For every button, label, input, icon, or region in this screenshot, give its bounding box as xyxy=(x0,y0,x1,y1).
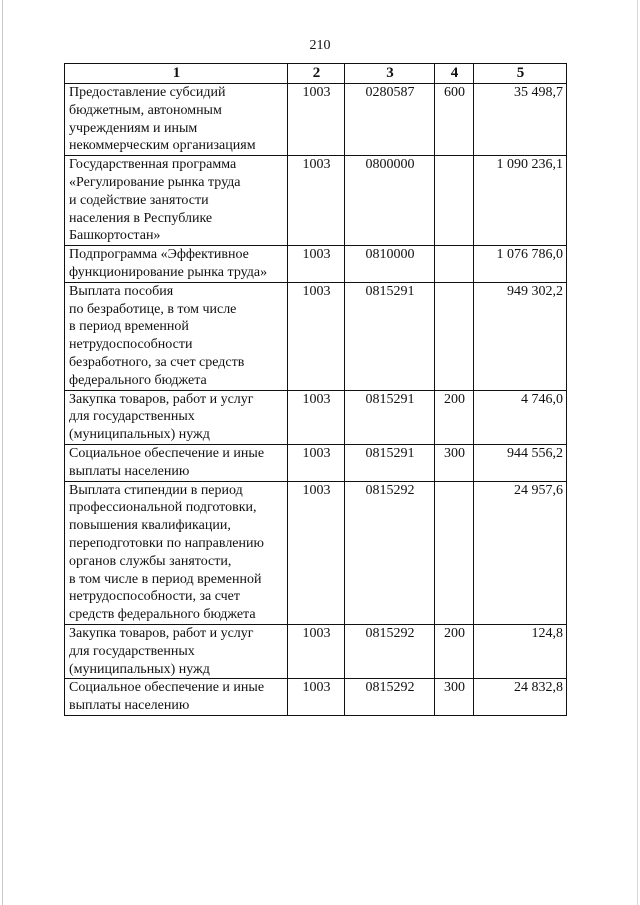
row-name: Подпрограмма «Эффективное функционирование рынка труда» xyxy=(65,246,288,283)
table-row xyxy=(65,679,567,716)
row-amount: 35 498,7 xyxy=(474,84,567,156)
table-row xyxy=(65,624,567,678)
row-type: 200 xyxy=(435,390,474,444)
row-type xyxy=(435,156,474,246)
row-section: 1003 xyxy=(288,282,345,390)
row-type: 300 xyxy=(435,444,474,481)
row-target: 0815292 xyxy=(345,679,435,716)
table-row xyxy=(65,481,567,624)
row-section: 1003 xyxy=(288,156,345,246)
table-header xyxy=(65,64,567,84)
row-name: Выплата стипендии в период профессиональной подготовки, повышения квалификации, переподготовки по направлению органов службы занятости, в том числе в период временной нетрудоспособности, за счет средств федерального бюджета xyxy=(65,481,288,624)
row-name: Предоставление субсидий бюджетным, автономным учреждениям и иным некоммерческим организациям xyxy=(65,84,288,156)
row-section: 1003 xyxy=(288,246,345,283)
header-row xyxy=(65,64,567,84)
row-amount: 4 746,0 xyxy=(474,390,567,444)
row-target: 0280587 xyxy=(345,84,435,156)
table-row xyxy=(65,84,567,156)
budget-table xyxy=(64,63,567,716)
row-target: 0815292 xyxy=(345,624,435,678)
row-section: 1003 xyxy=(288,679,345,716)
row-target: 0815291 xyxy=(345,282,435,390)
row-section: 1003 xyxy=(288,481,345,624)
row-amount: 944 556,2 xyxy=(474,444,567,481)
row-name: Выплата пособия по безработице, в том числе в период временной нетрудоспособности безработного, за счет средств федерального бюджета xyxy=(65,282,288,390)
row-name: Социальное обеспечение и иные выплаты населению xyxy=(65,444,288,481)
row-type: 300 xyxy=(435,679,474,716)
table-row xyxy=(65,282,567,390)
row-amount: 949 302,2 xyxy=(474,282,567,390)
row-amount: 1 076 786,0 xyxy=(474,246,567,283)
row-name: Закупка товаров, работ и услуг для государственных (муниципальных) нужд xyxy=(65,390,288,444)
row-name: Государственная программа «Регулирование рынка труда и содействие занятости населения в Республике Башкортостан» xyxy=(65,156,288,246)
scan-edge-right xyxy=(637,0,638,905)
table-row xyxy=(65,156,567,246)
row-target: 0815291 xyxy=(345,444,435,481)
row-type xyxy=(435,282,474,390)
row-amount: 24 832,8 xyxy=(474,679,567,716)
row-type xyxy=(435,246,474,283)
page-number: 210 xyxy=(309,38,331,53)
header-col-3: 3 xyxy=(345,64,435,84)
table-row xyxy=(65,246,567,283)
header-col-2: 2 xyxy=(288,64,345,84)
scan-edge-left xyxy=(2,0,3,905)
row-name: Закупка товаров, работ и услуг для государственных (муниципальных) нужд xyxy=(65,624,288,678)
row-type: 600 xyxy=(435,84,474,156)
row-target: 0810000 xyxy=(345,246,435,283)
row-section: 1003 xyxy=(288,624,345,678)
row-amount: 24 957,6 xyxy=(474,481,567,624)
row-amount: 1 090 236,1 xyxy=(474,156,567,246)
header-col-5: 5 xyxy=(474,64,567,84)
row-target: 0800000 xyxy=(345,156,435,246)
table-row xyxy=(65,390,567,444)
row-type: 200 xyxy=(435,624,474,678)
row-name: Социальное обеспечение и иные выплаты населению xyxy=(65,679,288,716)
row-target: 0815291 xyxy=(345,390,435,444)
table-body xyxy=(65,84,567,716)
header-col-4: 4 xyxy=(435,64,474,84)
header-col-1: 1 xyxy=(65,64,288,84)
row-section: 1003 xyxy=(288,390,345,444)
row-amount: 124,8 xyxy=(474,624,567,678)
row-target: 0815292 xyxy=(345,481,435,624)
row-section: 1003 xyxy=(288,444,345,481)
table-row xyxy=(65,444,567,481)
row-type xyxy=(435,481,474,624)
row-section: 1003 xyxy=(288,84,345,156)
